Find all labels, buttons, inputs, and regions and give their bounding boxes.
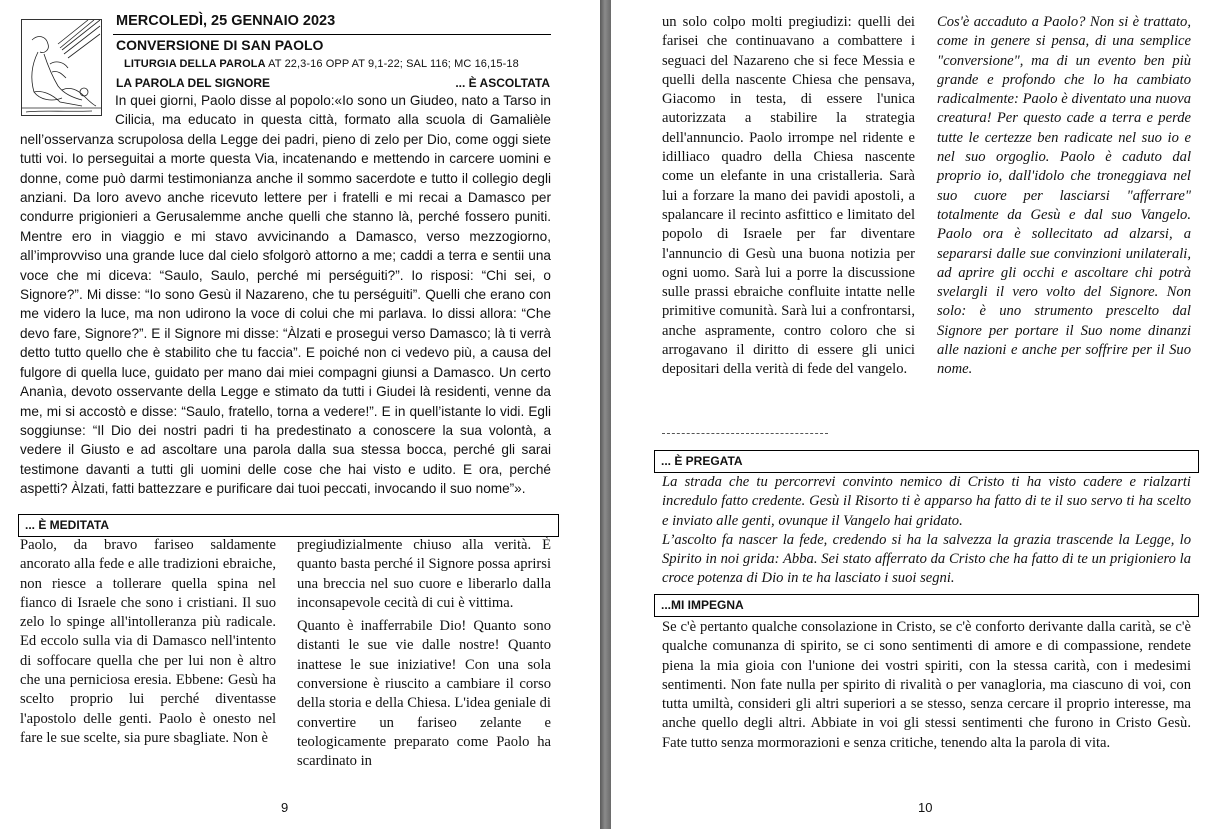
book-gutter	[600, 0, 611, 829]
reading-passage	[20, 91, 551, 499]
page-left	[0, 0, 600, 829]
impegna-passage	[662, 618, 1191, 753]
pregata-text-2: L’ascolto fa nascer la fede, credendo si ha la salvezza la grazia trascende la Legge, lo Spirito in noi grida: Abba. Sei stato afferrato da Cristo che ha fatto di te un prigioniero la croce potenza di Dio in te ha lasciato i suoi segni.	[662, 531, 1191, 587]
heard-section-label: ... È ASCOLTATA	[455, 76, 550, 90]
impegna-label: ...MI IMPEGNA	[661, 598, 744, 612]
feast-title: CONVERSIONE DI SAN PAOLO	[116, 37, 324, 53]
meditata-col4-text: Cos'è accaduto a Paolo? Non si è trattato, come in genere si pensa, di una semplice "conversione", ma di un evento ben più grande e profondo che lo ha cambiato radicalmente: Paolo è diventato una nuova creatura! Per questo cade a terra e perde tutte le certezze ben radicate nel suo io e nel suo orgoglio. Paolo è caduto dal proprio io, dall'idolo che troneggiava nel suo cuore per lasciarsi "afferrare" totalmente da Gesù e dal suo Vangelo. Paolo ora è sollecitato ad alzarsi, a separarsi dalle sue convinzioni unilaterali, ad aprire gli occhi e ascoltare chi potrà svelargli il vero volto del Signore. Non solo: è uno strumento prescelto dal Signore per portare il Suo nome dinanzi alle nazioni e anche per soffrire per il Suo nome.	[937, 14, 1191, 378]
pregata-prayer	[662, 473, 1191, 589]
liturgy-line	[124, 58, 519, 70]
meditata-column-1	[20, 536, 276, 748]
reading-indent-spacer	[20, 91, 115, 117]
meditata-col3-text: un solo colpo molti pregiudizi: quelli dei farisei che continuavano a combattere i seguaci del Nazareno che si fece Messia e quelli della nascente Chiesa che pensava, Giacomo in testa, di essere l'unica autorizzata a stabilire la strategia dell'annuncio. Paolo irrompe nel ridente e idilliaco quadro della Chiesa nascente come un elefante in una cristalleria. Sarà lui a forzare la mano dei pavidi apostoli, a spalancare il recinto asfittico e limitato del popolo di Israele per far diventare l'annuncio di Gesù una buona notizia per ogni uomo. Sarà lui a porre la discussione sulle prassi ebraiche confluite intatte nelle primitive comunità. Sarà lui a confrontarsi, anche aspramente, contro coloro che si arrogavano il diritto di essere gli unici depositari della verità di fede del vangelo.	[662, 14, 915, 378]
pregata-label: ... È PREGATA	[661, 454, 743, 468]
impegna-text: Se c'è pertanto qualche consolazione in Cristo, se c'è conforto derivante dalla carità, se c'è qualche comunanza di spirito, se ci sono sentimenti di amore e di compassione, rendete piena la mia gioia con l'unione dei vostri spiriti, con la stessa carità, con i medesimi sentimenti. Non fate nulla per spirito di rivalità o per vanagloria, ma ciascuno di voi, con tutta umiltà, consideri gli altri superiori a se stesso, senza cercare il proprio interesse, ma anche quello degli altri. Abbiate in voi gli stessi sentimenti che furono in Cristo Gesù. Fate tutto senza mormorazioni e senza critiche, tenendo alta la parola di vita.	[662, 619, 1191, 751]
meditata-column-4	[937, 13, 1191, 380]
meditata-section-header	[18, 514, 559, 537]
meditata-col1-text: Paolo, da bravo fariseo saldamente ancorato alla fede e alle tradizioni ebraiche, non riesce a tollerare quella spina nel fianco di Israele che sono i cristiani. Il suo zelo lo spinge all'intolleranza più radicale. Ed eccolo sulla via di Damasco nell'intento di soffocare quella che per lui non è altro che una perniciosa eresia. Ebbene: Gesù ha scelto proprio lui perché diventasse l'apostolo delle genti. Paolo è onesto nel fare le sue scelte, sia pure sbagliate. Non è	[20, 537, 276, 746]
meditata-column-3	[662, 13, 915, 380]
meditata-column-2	[297, 536, 551, 772]
meditata-col2b-text: Quanto è inafferrabile Dio! Quanto sono distanti le sue vie dalle nostre! Quanto inattese le sue iniziative! Con una sola conversione è riuscito a cambiare il corso della storia e della Chiesa. L'idea geniale di convertire un fariseo zelante e teologicamente preparato come Paolo ha scardinato in	[297, 618, 551, 770]
column-end-rule	[662, 433, 828, 434]
liturgy-references: AT 22,3-16 OPP AT 9,1-22; SAL 116; MC 16,15-18	[265, 58, 519, 70]
date-heading: MERCOLEDÌ, 25 GENNAIO 2023	[116, 13, 336, 29]
pregata-section-header	[654, 450, 1199, 473]
header-divider	[113, 34, 551, 35]
pregata-text-1: La strada che tu percorrevi convinto nemico di Cristo ti ha visto cadere e rialzarti incredulo fatto credente. Gesù il Risorto ti è apparso ha fatto di te il suo servo ti ha scelto e inviato alle genti, ovunque il Vangelo hai gridato.	[662, 474, 1191, 529]
page-number-right: 10	[918, 800, 933, 815]
liturgy-label: LITURGIA DELLA PAROLA	[124, 58, 266, 70]
meditata-col2a-text: pregiudizialmente chiuso alla verità. È quanto basta perché il Signore possa aprirsi una breccia nel suo cuore e liberarlo dalla inconsapevole cecità di cui è vittima.	[297, 537, 551, 611]
word-of-lord-label: LA PAROLA DEL SIGNORE	[116, 76, 271, 90]
meditata-label: ... È MEDITATA	[25, 518, 109, 532]
impegna-section-header	[654, 594, 1199, 617]
page-number-left: 9	[281, 800, 289, 815]
reading-text: In quei giorni, Paolo disse al popolo:«Io sono un Giudeo, nato a Tarso in Cilicia, ma educato in questa città, formato alla scuola di Gamalièle nell’osservanza scrupolosa della Legge dei padri, pieno di zelo per Dio, come oggi siete tutti voi. Io perseguitai a morte questa Via, incatenando e mettendo in carcere uomini e donne, come può darmi testimonianza anche il sommo sacerdote e tutto il collegio degli anziani. Da loro avevo anche ricevuto lettere per i fratelli e mi recai a Damasco per condurre prigionieri a Gerusalemme anche quelli che stanno là, perché fossero puniti. Mentre ero in viaggio e mi stavo avvicinando a Damasco, verso mezzogiorno, all’improvviso una grande luce dal cielo sfolgorò attorno a me; caddi a terra e sentii una voce che mi diceva: “Saulo, Saulo, perché mi perséguiti?”. Io risposi: “Chi sei, o Signore?”. Mi disse: “Io sono Gesù il Nazareno, che tu perséguiti”. Quelli che erano con me videro la luce, ma non udirono la voce di colui che mi parlava. Io dissi allora: “Che devo fare, Signore?”. E il Signore mi disse: “Àlzati e prosegui verso Damasco; là ti verrà detto tutto quello che è stabilito che tu faccia”. E poiché non ci vedevo più, a causa del fulgore di quella luce, guidato per mano dai miei compagni giunsi a Damasco. Un certo Ananìa, devoto osservante della Legge e stimato da tutti i Giudei là residenti, venne da me, mi si accostò e disse: “Saulo, fratello, torna a vedere!”. E in quell’istante lo vidi. Egli soggiunse: “Il Dio dei nostri padri ti ha predestinato a conoscere la sua volontà, a vedere il Giusto e ad ascoltare una parola dalla sua stessa bocca, perché gli sarai testimone davanti a tutti gli uomini delle cose che hai visto e udito. E ora, perché aspetti? Àlzati, fatti battezzare e purificare dai tuoi peccati, invocando il suo nome”».	[20, 93, 551, 497]
